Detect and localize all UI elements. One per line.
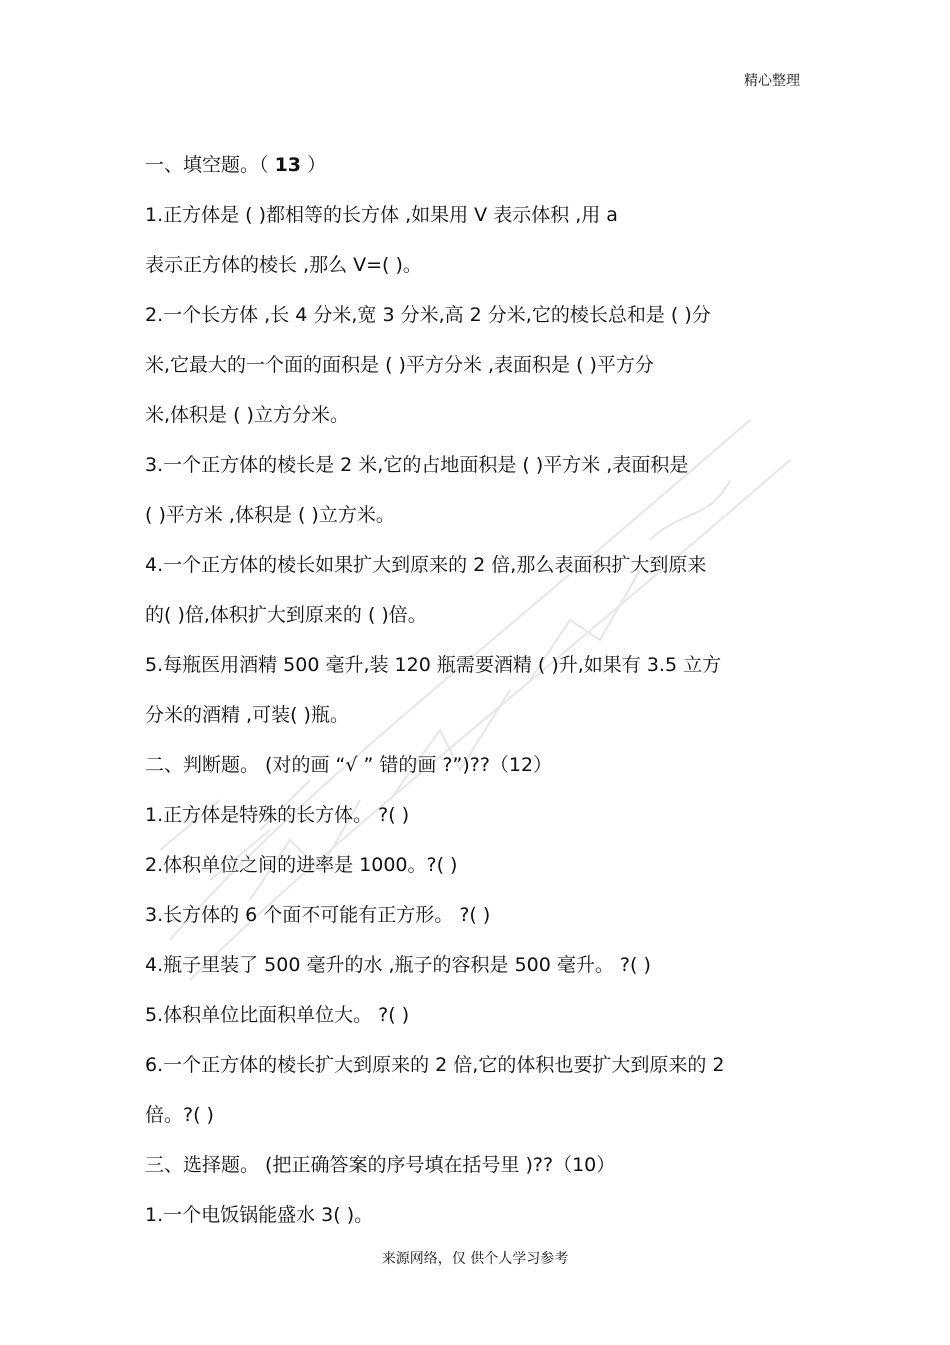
section2-line: 5.体积单位比面积单位大。 ?( ) xyxy=(145,1004,410,1026)
section2-line: 2.体积单位之间的进率是 1000。?( ) xyxy=(145,854,458,876)
section1-line: 的( )倍,体积扩大到原来的 ( )倍。 xyxy=(145,604,427,626)
section2-line: 1.正方体是特殊的长方体。 ?( ) xyxy=(145,804,410,826)
section1-score: 13 xyxy=(274,154,302,176)
section1-title xyxy=(145,140,815,190)
section1-line: 3.一个正方体的棱长是 2 米,它的占地面积是 ( )平方米 ,表面积是 xyxy=(145,454,689,476)
section2-line: 倍。?( ) xyxy=(145,1104,214,1126)
section2-title: 二、判断题。 (对的画 “√ ” 错的画 ?”)??（12） xyxy=(145,754,553,776)
section1-line: ( )平方米 ,体积是 ( )立方米。 xyxy=(145,504,395,526)
section3-title: 三、选择题。 (把正确答案的序号填在括号里 )??（10） xyxy=(145,1154,616,1176)
footer-note: 来源网络，仅 供个人学习参考 xyxy=(381,1251,569,1267)
section1-line: 分米的酒精 ,可装( )瓶。 xyxy=(145,704,349,726)
section1-line: 2.一个长方体 ,长 4 分米,宽 3 分米,高 2 分米,它的棱长总和是 ( )分 xyxy=(145,304,711,326)
section1-line: 4.一个正方体的棱长如果扩大到原来的 2 倍,那么表面积扩大到原来 xyxy=(145,554,707,576)
exam-content xyxy=(145,140,815,1240)
section1-title-close: ） xyxy=(307,154,327,176)
section1-title-text: 一、填空题。（ xyxy=(145,154,269,176)
section3-line: 1.一个电饭锅能盛水 3( )。 xyxy=(145,1204,374,1226)
section2-line: 4.瓶子里装了 500 毫升的水 ,瓶子的容积是 500 毫升。 ?( ) xyxy=(145,954,651,976)
section2-line: 3.长方体的 6 个面不可能有正方形。 ?( ) xyxy=(145,904,491,926)
section1-line: 米,它最大的一个面的面积是 ( )平方分米 ,表面积是 ( )平方分 xyxy=(145,354,654,376)
header-note: 精心整理 xyxy=(744,73,800,89)
section2-line: 6.一个正方体的棱长扩大到原来的 2 倍,它的体积也要扩大到原来的 2 xyxy=(145,1054,725,1076)
section1-line: 表示正方体的棱长 ,那么 V=( )。 xyxy=(145,254,422,276)
section1-line: 1.正方体是 ( )都相等的长方体 ,如果用 V 表示体积 ,用 a xyxy=(145,204,618,226)
section1-line: 米,体积是 ( )立方分米。 xyxy=(145,404,349,426)
section1-line: 5.每瓶医用酒精 500 毫升,装 120 瓶需要酒精 ( )升,如果有 3.5 立方 xyxy=(145,654,722,676)
